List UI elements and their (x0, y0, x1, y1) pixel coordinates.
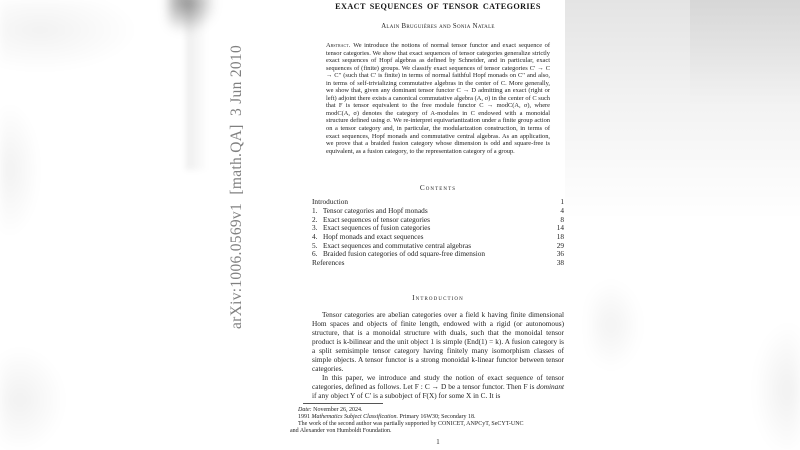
intro-paragraph-text: In this paper, we introduce and study the notion of exact sequence of tensor categories, defined as follows. Let F : C → D be a tensor functor. Then F is (312, 372, 564, 391)
toc-page-number: 14 (556, 223, 564, 233)
footnote-msc-rest: Primary 16W30; Secondary 18. (398, 413, 476, 420)
scan-artifact (168, 0, 214, 38)
toc (312, 198, 564, 268)
footnote-date (290, 407, 564, 414)
toc-page-number: 8 (560, 214, 564, 224)
scan-artifact (0, 330, 90, 450)
footnote-rule (303, 403, 383, 404)
abstract-label: Abstract. (326, 42, 351, 49)
arxiv-watermark: arXiv:1006.0569v1 [math.QA] 3 Jun 2010 (228, 44, 245, 330)
intro-paragraph-text: if any object Y of C′ is a subobject of F(X) for some X in C. It is (312, 390, 501, 400)
footnote-support-line: and Alexander von Humboldt Foundation. (290, 427, 392, 434)
intro-paragraph: Tensor categories are abelian categories over a field k having finite dimensional Hom spaces and objects of finite length, endowed with a rigid (or autonomous) structure, that is a monoidal structure with duals, such that the monoidal tensor product is k-bilinear and the unit object 1 is simple (End(1) = k). A fusion category is a split semisimple tensor category having finitely many isomorphism classes of simple objects. A tensor functor is a strong monoidal k-linear functor between tensor categories. (312, 309, 564, 373)
scan-artifact (565, 0, 800, 260)
toc-label: 1. Tensor categories and Hopf monads (312, 205, 428, 215)
footnote-date-label: Date: (298, 406, 312, 413)
paper-authors: Alain Bruguières and Sonia Natale (381, 23, 495, 30)
toc-page-number: 36 (556, 249, 564, 259)
footnote-msc-title: Mathematics Subject Classification. (311, 413, 398, 420)
abstract-text: We introduce the notions of normal tensor functor and exact sequence of tensor categories. We show that exact sequences of tensor categories generalize strictly exact sequences of Hopf algebras as defined by Schneider, and in particular, exact sequences of (finite) groups. We classify exact sequences of tensor categories C′ → C → C′′ (such that C′ is finite) in terms of normal faithful Hopf monads on C′′ and also, in terms of self-trivializing commutative algebras in the center of C. More generally, we show that, given any dominant tensor functor C → D admitting an exact (right or left) adjoint there exists a canonical commutative algebra (A, σ) in the center of C such that F is tensor equivalent to the free module functor C → modC(A, σ), where modC(A, σ) denotes the category of A-modules in C endowed with a monoidal structure defined using σ. We re-interpret equivariantization under a finite group action on a tensor category and, in particular, the modularization construction, in terms of exact sequences, Hopf monads and commutative central algebras. As an application, we prove that a braided fusion category whose dimension is odd and square-free is equivalent, as a fusion category, to the representation category of a group. (326, 42, 550, 155)
scan-artifact (0, 0, 190, 90)
scan-artifact (740, 300, 800, 450)
scan-artifact (186, 0, 208, 170)
toc-row (312, 259, 564, 268)
toc-label: 5. Exact sequences and commutative central algebras (312, 240, 472, 250)
toc-page-number: 4 (560, 205, 564, 215)
intro-paragraph (312, 373, 564, 400)
paper-title: EXACT SEQUENCES OF TENSOR CATEGORIES (335, 2, 541, 11)
toc-page-number: 29 (556, 240, 564, 250)
footnote-date-text: November 26, 2024. (311, 406, 363, 413)
toc-row (312, 250, 564, 259)
footnote-msc (290, 414, 564, 421)
toc-label: 3. Exact sequences of fusion categories (312, 223, 431, 233)
toc-label: 2. Exact sequences of tensor categories (312, 214, 430, 224)
footnote-block (290, 403, 564, 435)
footnote-msc-year: 1991 (298, 413, 312, 420)
intro-paragraph-emphasis: dominant (536, 381, 564, 391)
toc-label: 4. Hopf monads and exact sequences (312, 232, 424, 242)
contents-heading: Contents (419, 184, 457, 193)
toc-label: References (312, 258, 345, 268)
toc-label: Introduction (312, 197, 349, 207)
toc-label: 6. Braided fusion categories of odd square-free dimension (312, 249, 486, 259)
footnote-support-line: The work of the second author was partially supported by CONICET, ANPCyT, SeCYT-UNC (298, 420, 524, 427)
page-number: 1 (436, 438, 440, 446)
abstract (326, 42, 550, 155)
toc-page-number: 38 (556, 258, 564, 268)
paper-content (290, 0, 564, 446)
introduction-heading: Introduction (412, 293, 464, 302)
scan-artifact (690, 0, 800, 120)
toc-page-number: 18 (556, 232, 564, 242)
scan-artifact (590, 270, 660, 380)
scan-artifact (0, 80, 60, 260)
toc-page-number: 1 (560, 197, 564, 207)
